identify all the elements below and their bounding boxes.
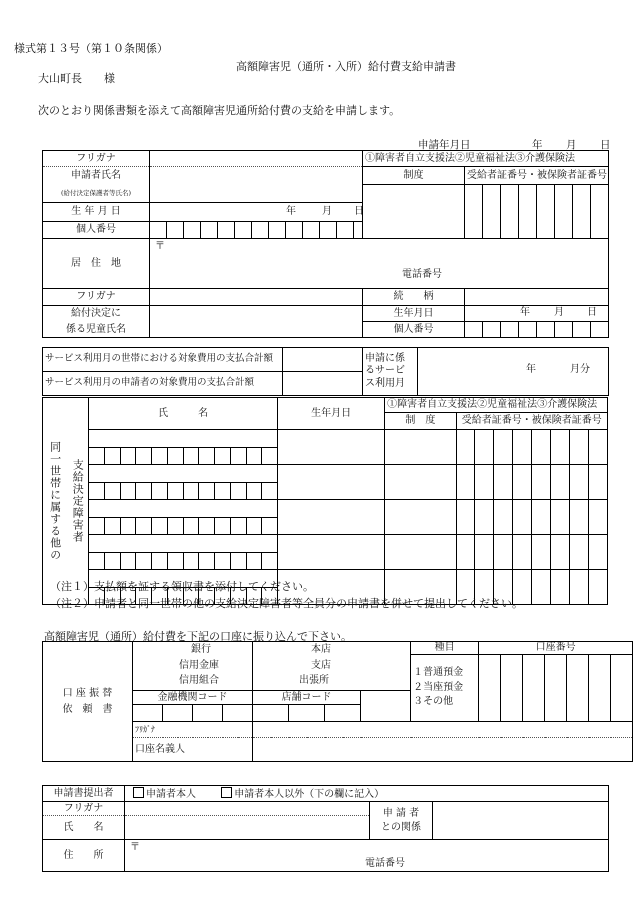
account-no-header: 口座番号	[479, 642, 633, 655]
member-cert-digit[interactable]	[532, 465, 551, 500]
member-birth-field[interactable]	[278, 430, 385, 465]
household-table	[42, 397, 608, 605]
cert-digit[interactable]	[555, 185, 573, 239]
birth-month-unit: 月	[322, 206, 332, 217]
cert-digit[interactable]	[573, 185, 591, 239]
child-personal-digit[interactable]	[573, 322, 591, 338]
submitter-relation-label	[370, 802, 433, 840]
member-cert-digit[interactable]	[588, 465, 607, 500]
member-cert-digit[interactable]	[550, 535, 569, 570]
child-furigana-field[interactable]	[150, 289, 363, 306]
applicant-name-label: 申請者氏名	[43, 167, 150, 185]
member-system-field[interactable]	[385, 535, 456, 570]
child-personal-no-label: 個人番号	[363, 322, 465, 338]
submitter-label: 申請書提出者	[43, 786, 125, 802]
cert-digit[interactable]	[537, 185, 555, 239]
submitter-relation-label-2: との関係	[381, 821, 421, 833]
member-personal-digit[interactable]	[246, 448, 262, 465]
member-personal-digit[interactable]	[104, 518, 120, 535]
member-cert-digit[interactable]	[569, 570, 588, 605]
member-personal-digit[interactable]	[136, 553, 152, 570]
branch-type-shucchosho: 出張所	[299, 675, 329, 686]
member-cert-digit[interactable]	[513, 430, 532, 465]
apply-date-month: 月	[566, 139, 577, 151]
applicant-total-label: サービス利用月の申請者の対象費用の支払合計額	[43, 372, 283, 396]
branch-code-digit[interactable]	[325, 705, 361, 722]
account-type-options[interactable]	[411, 655, 479, 722]
member-cert-digit[interactable]	[475, 500, 494, 535]
submitter-other-label: 申請者本人以外（下の欄に記入）	[234, 788, 385, 800]
member-personal-digit[interactable]	[246, 518, 262, 535]
member-personal-digit[interactable]	[183, 553, 199, 570]
note-2: （注２）申請者と同一世帯の他の支給決定障害者等全員分の申請書を併せて提出してください。	[50, 597, 523, 610]
holder-kana-field[interactable]	[253, 722, 633, 738]
member-personal-digit[interactable]	[167, 448, 183, 465]
holder-label: 口座名義人	[133, 738, 253, 762]
member-cert-digit[interactable]	[475, 535, 494, 570]
member-personal-digit[interactable]	[167, 553, 183, 570]
member-name-field[interactable]	[89, 430, 278, 448]
bank-code-label: 金融機関コード	[133, 691, 253, 705]
branch-code-digit[interactable]	[253, 705, 289, 722]
account-type-3: ３その他	[413, 696, 454, 708]
household-side-outer-text: 同一世帯に属する他の	[48, 441, 62, 561]
child-name-label-1: 給付決定に	[43, 306, 150, 322]
member-cert-digit[interactable]	[475, 430, 494, 465]
branch-type-honten: 本店	[311, 644, 331, 655]
member-cert-digit[interactable]	[550, 430, 569, 465]
household-name-header: 氏 名	[89, 398, 278, 430]
member-cert-digit[interactable]	[569, 430, 588, 465]
member-personal-digit[interactable]	[199, 518, 215, 535]
member-personal-digit[interactable]	[230, 448, 246, 465]
applicant-total-field[interactable]	[283, 372, 363, 396]
member-cert-digit[interactable]	[494, 500, 513, 535]
applicant-personal-no-field[interactable]	[150, 222, 363, 239]
submitter-self-label: 申請者本人	[146, 788, 196, 800]
member-personal-digit[interactable]	[215, 553, 231, 570]
birth-day-unit: 日	[354, 206, 364, 217]
household-side-inner	[66, 398, 89, 605]
applicant-table	[42, 150, 609, 338]
member-personal-digit[interactable]	[246, 553, 262, 570]
member-cert-digit[interactable]	[550, 570, 569, 605]
submitter-other-checkbox[interactable]	[221, 787, 232, 798]
note-1: （注１）支払額を証する領収書を添付してください。	[50, 580, 314, 593]
member-personal-digit[interactable]	[246, 483, 262, 500]
member-personal-digit[interactable]	[230, 518, 246, 535]
holder-kana-label: ﾌﾘｶﾞﾅ	[133, 722, 253, 738]
bank-type-bank: 銀行	[191, 644, 211, 655]
member-personal-digit[interactable]	[89, 553, 105, 570]
submitter-name-label: 氏 名	[43, 816, 125, 840]
household-cert-header: 受給者証番号・被保険者証番号	[456, 413, 607, 430]
branch-code-digit[interactable]	[289, 705, 325, 722]
account-type-2: ２当座預金	[413, 681, 464, 693]
child-personal-digit[interactable]	[465, 322, 483, 338]
member-personal-digit[interactable]	[167, 483, 183, 500]
apply-month-label-3: ス利用月	[365, 377, 405, 389]
member-personal-digit[interactable]	[183, 483, 199, 500]
member-personal-digit[interactable]	[136, 448, 152, 465]
apply-month-year: 年	[526, 364, 536, 375]
cert-digit[interactable]	[591, 185, 609, 239]
member-personal-digit[interactable]	[120, 448, 136, 465]
member-personal-digit[interactable]	[152, 518, 168, 535]
bank-side-label-2: 依 頼 書	[62, 703, 113, 715]
child-personal-digit[interactable]	[555, 322, 573, 338]
child-birth-year: 年	[520, 307, 530, 318]
member-cert-digit[interactable]	[588, 430, 607, 465]
applicant-system-label: 制度	[363, 167, 465, 185]
bank-type-kumiai: 信用組合	[179, 675, 219, 686]
applicant-system-field[interactable]	[363, 185, 465, 239]
postal-mark: 〒	[155, 241, 165, 252]
submitter-relation-field[interactable]	[433, 802, 609, 840]
submitter-phone-label: 電話番号	[365, 858, 405, 869]
applicant-phone-label: 電話番号	[402, 269, 442, 280]
bank-code-digit[interactable]	[223, 705, 253, 722]
bank-code-digit[interactable]	[163, 705, 193, 722]
household-side-inner-text: 支給決定障害者	[71, 459, 85, 543]
submitter-address-field[interactable]	[125, 840, 609, 872]
account-digit[interactable]	[567, 655, 589, 722]
child-furigana-label: フリガナ	[43, 289, 150, 306]
member-personal-digit[interactable]	[104, 448, 120, 465]
account-type-header: 種目	[411, 642, 479, 655]
applicant-name-field[interactable]	[150, 167, 363, 203]
child-personal-digit[interactable]	[537, 322, 555, 338]
member-cert-digit[interactable]	[588, 500, 607, 535]
child-name-field[interactable]	[150, 306, 363, 338]
child-birth-label: 生年月日	[363, 306, 465, 322]
submitter-table	[42, 785, 609, 872]
member-personal-digit[interactable]	[152, 448, 168, 465]
member-name-field[interactable]	[89, 535, 278, 553]
member-cert-digit[interactable]	[532, 500, 551, 535]
member-birth-field[interactable]	[278, 500, 385, 535]
bank-side-label-1: 口 座 振 替	[62, 687, 113, 699]
account-digit[interactable]	[479, 655, 501, 722]
cert-digit[interactable]	[501, 185, 519, 239]
member-cert-digit[interactable]	[532, 570, 551, 605]
cert-digit[interactable]	[519, 185, 537, 239]
member-personal-digit[interactable]	[120, 483, 136, 500]
bank-name-field[interactable]	[133, 642, 253, 691]
household-law-header: ①障害者自立支援法②児童福祉法③介護保険法	[385, 398, 608, 413]
member-cert-digit[interactable]	[494, 430, 513, 465]
bank-heading: 高額障害児（通所）給付費を下記の口座に振り込んで下さい。	[44, 630, 352, 643]
child-relation-label: 続 柄	[363, 289, 465, 306]
apply-month-month: 月分	[570, 364, 590, 375]
member-personal-digit[interactable]	[104, 553, 120, 570]
member-system-field[interactable]	[385, 430, 456, 465]
cert-digit[interactable]	[483, 185, 501, 239]
applicant-birth-label: 生 年 月 日	[43, 203, 150, 222]
member-personal-digit[interactable]	[89, 483, 105, 500]
member-personal-digit[interactable]	[152, 483, 168, 500]
member-personal-digit[interactable]	[215, 518, 231, 535]
member-personal-digit[interactable]	[262, 518, 278, 535]
member-personal-digit[interactable]	[230, 553, 246, 570]
member-name-field[interactable]	[89, 465, 278, 483]
member-system-field[interactable]	[385, 465, 456, 500]
submitter-furigana-field[interactable]	[125, 802, 370, 816]
personal-no-boxes	[150, 222, 362, 238]
member-cert-digit[interactable]	[456, 465, 475, 500]
form-number: 様式第１３号（第１０条関係）	[14, 42, 168, 55]
member-cert-digit[interactable]	[569, 500, 588, 535]
account-digit[interactable]	[523, 655, 545, 722]
member-cert-digit[interactable]	[456, 535, 475, 570]
submitter-address-label: 住 所	[43, 840, 125, 872]
member-personal-digit[interactable]	[199, 553, 215, 570]
child-relation-field[interactable]	[465, 289, 609, 306]
member-personal-digit[interactable]	[136, 483, 152, 500]
household-system-header: 制 度	[385, 413, 456, 430]
member-cert-digit[interactable]	[456, 500, 475, 535]
branch-type-shiten: 支店	[311, 660, 331, 671]
member-personal-digit[interactable]	[167, 518, 183, 535]
applicant-personal-no-label: 個人番号	[43, 222, 150, 239]
member-personal-digit[interactable]	[89, 448, 105, 465]
member-personal-digit[interactable]	[120, 518, 136, 535]
member-personal-digit[interactable]	[120, 553, 136, 570]
member-name-field[interactable]	[89, 500, 278, 518]
household-birth-header: 生年月日	[278, 398, 385, 430]
member-cert-digit[interactable]	[550, 465, 569, 500]
bank-type-shinkin: 信用金庫	[179, 660, 219, 671]
member-cert-digit[interactable]	[494, 535, 513, 570]
branch-code-label: 店舗コード	[253, 691, 361, 705]
member-cert-digit[interactable]	[513, 535, 532, 570]
member-cert-digit[interactable]	[550, 500, 569, 535]
applicant-law-header: ①障害者自立支援法②児童福祉法③介護保険法	[363, 151, 609, 167]
addressee: 大山町長 様	[38, 72, 115, 85]
apply-date-label: 申請年月日	[418, 139, 471, 151]
member-personal-digit[interactable]	[136, 518, 152, 535]
cost-table	[42, 347, 609, 396]
member-personal-digit[interactable]	[215, 448, 231, 465]
child-personal-digit[interactable]	[591, 322, 609, 338]
household-total-field[interactable]	[283, 348, 363, 372]
applicant-name-note: (給付決定保護者等氏名)	[43, 185, 150, 203]
bank-code-digit[interactable]	[193, 705, 223, 722]
account-digit[interactable]	[589, 655, 611, 722]
household-total-label: サービス利用月の世帯における対象費用の支払合計額	[43, 348, 283, 372]
member-cert-digit[interactable]	[532, 535, 551, 570]
account-digit[interactable]	[611, 655, 633, 722]
member-cert-digit[interactable]	[569, 465, 588, 500]
member-personal-digit[interactable]	[215, 483, 231, 500]
submitter-self-checkbox[interactable]	[133, 787, 144, 798]
member-personal-digit[interactable]	[199, 483, 215, 500]
member-personal-digit[interactable]	[183, 448, 199, 465]
bank-side-label	[43, 642, 133, 762]
submitter-options	[125, 786, 609, 802]
branch-name-field[interactable]	[253, 642, 411, 691]
member-personal-digit[interactable]	[199, 448, 215, 465]
bank-table	[42, 641, 633, 762]
member-cert-digit[interactable]	[494, 465, 513, 500]
member-system-field[interactable]	[385, 500, 456, 535]
member-personal-digit[interactable]	[104, 483, 120, 500]
birth-year-unit: 年	[286, 206, 296, 217]
member-personal-digit[interactable]	[183, 518, 199, 535]
account-type-1: １普通預金	[413, 667, 464, 679]
member-cert-digit[interactable]	[569, 535, 588, 570]
apply-month-label-2: るサービ	[365, 365, 405, 377]
applicant-furigana-field[interactable]	[150, 151, 363, 167]
applicant-address-label: 居 住 地	[43, 239, 150, 289]
applicant-address-field[interactable]	[150, 239, 609, 289]
bank-code-digit[interactable]	[133, 705, 163, 722]
member-personal-digit[interactable]	[230, 483, 246, 500]
member-personal-digit[interactable]	[262, 448, 278, 465]
child-personal-digit[interactable]	[483, 322, 501, 338]
member-cert-digit[interactable]	[456, 430, 475, 465]
member-personal-digit[interactable]	[262, 483, 278, 500]
child-birth-field[interactable]	[465, 306, 609, 322]
member-personal-digit[interactable]	[152, 553, 168, 570]
account-digit[interactable]	[501, 655, 523, 722]
child-personal-digit[interactable]	[501, 322, 519, 338]
account-digit[interactable]	[545, 655, 567, 722]
member-cert-digit[interactable]	[532, 430, 551, 465]
applicant-furigana-label: フリガナ	[43, 151, 150, 167]
applicant-cert-label: 受給者証番号・被保険者証番号	[465, 167, 609, 185]
member-cert-digit[interactable]	[588, 570, 607, 605]
submitter-postal-mark: 〒	[130, 842, 140, 853]
apply-month-field[interactable]	[418, 348, 609, 396]
child-birth-day: 日	[587, 307, 597, 318]
submitter-furigana-label: フリガナ	[43, 802, 125, 816]
submitter-name-field[interactable]	[125, 816, 370, 840]
form-title: 高額障害児（通所・入所）給付費支給申請書	[236, 60, 456, 73]
member-cert-digit[interactable]	[513, 465, 532, 500]
submitter-relation-label-1: 申 請 者	[382, 808, 420, 819]
apply-date-day: 日	[600, 139, 611, 151]
member-cert-digit[interactable]	[475, 465, 494, 500]
apply-date-year: 年	[532, 139, 543, 151]
child-name-label-2: 係る児童氏名	[43, 322, 150, 338]
holder-field[interactable]	[253, 738, 633, 762]
household-side-outer	[43, 398, 66, 605]
member-personal-digit[interactable]	[89, 518, 105, 535]
member-personal-digit[interactable]	[262, 553, 278, 570]
child-personal-digit[interactable]	[519, 322, 537, 338]
member-birth-field[interactable]	[278, 535, 385, 570]
apply-month-label	[363, 348, 418, 396]
member-cert-digit[interactable]	[513, 500, 532, 535]
member-birth-field[interactable]	[278, 465, 385, 500]
child-birth-month: 月	[554, 307, 564, 318]
apply-month-label-1: 申請に係	[365, 352, 405, 364]
intro-text: 次のとおり関係書類を添えて高額障害児通所給付費の支給を申請します。	[38, 104, 401, 117]
member-cert-digit[interactable]	[588, 535, 607, 570]
applicant-birth-field[interactable]	[150, 203, 363, 222]
cert-digit[interactable]	[465, 185, 483, 239]
